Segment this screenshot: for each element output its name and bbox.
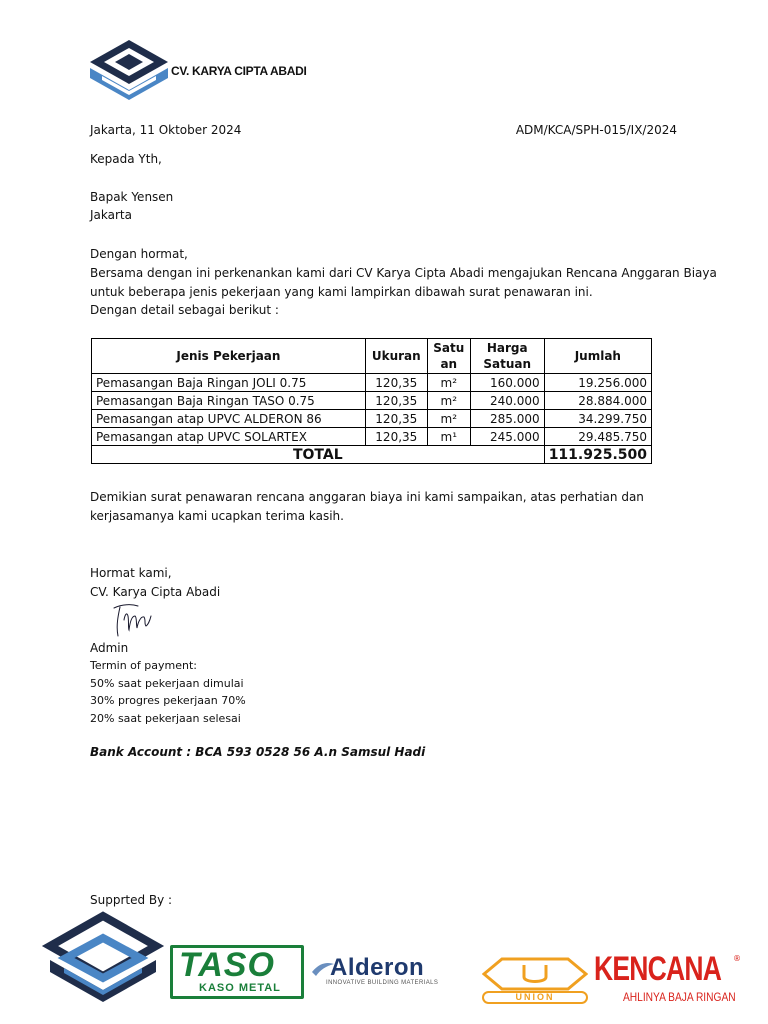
col-header-unit: Satu an xyxy=(427,339,470,374)
salutation: Kepada Yth, xyxy=(90,152,162,166)
cell-size: 120,35 xyxy=(365,392,427,410)
registered-icon: ® xyxy=(733,954,741,963)
cell-price: 245.000 xyxy=(470,428,544,446)
cell-job: Pemasangan Baja Ringan JOLI 0.75 xyxy=(92,374,366,392)
cell-unit: m² xyxy=(427,392,470,410)
place-date: Jakarta, 11 Oktober 2024 xyxy=(90,123,242,137)
table-total-row xyxy=(92,446,652,464)
col-header-job: Jenis Pekerjaan xyxy=(92,339,366,374)
closing-line-2: kerjasamanya kami ucapkan terima kasih. xyxy=(90,509,344,523)
payment-title: Termin of payment: xyxy=(90,659,197,672)
taso-logo xyxy=(170,945,304,999)
union-logo-icon xyxy=(482,955,588,993)
cell-size: 120,35 xyxy=(365,410,427,428)
cell-amount: 19.256.000 xyxy=(544,374,651,392)
regards: Hormat kami, xyxy=(90,566,172,580)
signature-company: CV. Karya Cipta Abadi xyxy=(90,585,221,599)
company-name: CV. KARYA CIPTA ABADI xyxy=(171,64,307,78)
body-line-2: untuk beberapa jenis pekerjaan yang kami lampirkan dibawah surat penawaran ini. xyxy=(90,285,593,299)
table-row xyxy=(92,428,652,446)
payment-term: 50% saat pekerjaan dimulai xyxy=(90,677,244,690)
col-header-size: Ukuran xyxy=(365,339,427,374)
cell-job: Pemasangan atap UPVC ALDERON 86 xyxy=(92,410,366,428)
cell-job: Pemasangan Baja Ringan TASO 0.75 xyxy=(92,392,366,410)
taso-tagline: KASO METAL xyxy=(199,982,281,994)
table-row xyxy=(92,374,652,392)
cell-amount: 28.884.000 xyxy=(544,392,651,410)
cell-price: 240.000 xyxy=(470,392,544,410)
cell-size: 120,35 xyxy=(365,428,427,446)
table-row xyxy=(92,410,652,428)
body-line-1: Bersama dengan ini perkenankan kami dari CV Karya Cipta Abadi mengajukan Rencana Anggaran Biaya xyxy=(90,266,717,280)
bank-account: Bank Account : BCA 593 0528 56 A.n Samsul Hadi xyxy=(90,745,426,759)
body-line-3: Dengan detail sebagai berikut : xyxy=(90,303,279,317)
kencana-wordmark: KENCANA xyxy=(594,950,722,988)
kencana-tagline: AHLINYA BAJA RINGAN xyxy=(623,990,736,1004)
col-header-amount: Jumlah xyxy=(544,339,651,374)
company-logo-footer-icon xyxy=(40,910,166,1006)
cell-amount: 34.299.750 xyxy=(544,410,651,428)
company-logo-icon xyxy=(88,38,170,106)
total-value: 111.925.500 xyxy=(544,446,651,464)
signature-role: Admin xyxy=(90,641,129,655)
col-header-price: Harga Satuan xyxy=(470,339,544,374)
union-wordmark: UNION xyxy=(482,991,588,1004)
cell-amount: 29.485.750 xyxy=(544,428,651,446)
recipient-name: Bapak Yensen xyxy=(90,190,174,204)
cell-size: 120,35 xyxy=(365,374,427,392)
quotation-table xyxy=(91,338,652,464)
cell-price: 285.000 xyxy=(470,410,544,428)
taso-wordmark: TASO xyxy=(179,946,275,984)
greeting: Dengan hormat, xyxy=(90,247,188,261)
supported-by-label: Supprted By : xyxy=(90,893,173,907)
payment-term: 20% saat pekerjaan selesai xyxy=(90,712,241,725)
reference-number: ADM/KCA/SPH-015/IX/2024 xyxy=(515,123,677,137)
cell-unit: m² xyxy=(427,374,470,392)
cell-unit: m² xyxy=(427,410,470,428)
total-label: TOTAL xyxy=(92,446,545,464)
closing-line-1: Demikian surat penawaran rencana anggaran biaya ini kami sampaikan, atas perhatian dan xyxy=(90,490,644,504)
cell-price: 160.000 xyxy=(470,374,544,392)
payment-term: 30% progres pekerjaan 70% xyxy=(90,694,246,707)
cell-unit: m¹ xyxy=(427,428,470,446)
cell-job: Pemasangan atap UPVC SOLARTEX xyxy=(92,428,366,446)
handwritten-signature xyxy=(108,598,154,642)
table-header-row xyxy=(92,339,652,374)
alderon-tagline: INNOVATIVE BUILDING MATERIALS xyxy=(326,980,439,986)
alderon-wordmark: Alderon xyxy=(330,954,425,981)
table-row xyxy=(92,392,652,410)
recipient-city: Jakarta xyxy=(90,208,132,222)
